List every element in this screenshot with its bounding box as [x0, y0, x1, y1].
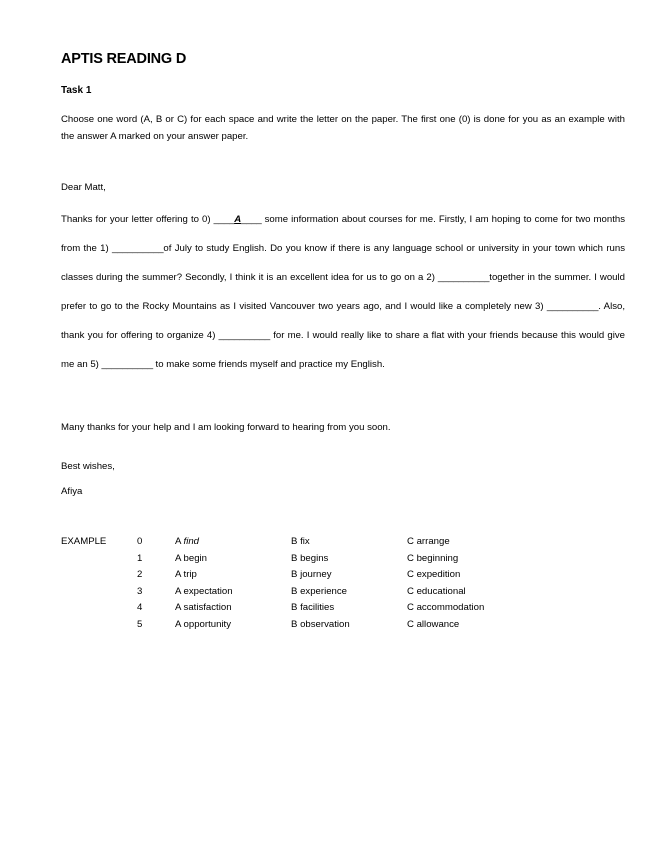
option-c: C beginning: [407, 552, 459, 564]
question-number: 3: [137, 585, 143, 597]
page-title: APTIS READING D: [61, 51, 187, 67]
example-label: EXAMPLE: [61, 536, 107, 547]
letter-text-5: for me. I would really like to share a flat with your friends because this would give me an 5): [61, 330, 626, 370]
gap-1-blank: __________: [112, 243, 164, 254]
row-label: [61, 619, 137, 636]
option-b: B observation: [291, 618, 350, 630]
gap-5-blank: __________: [101, 359, 153, 370]
option-b: B begins: [291, 552, 329, 564]
letter-text-4: . Also, thank you for offering to organize 4): [61, 301, 625, 341]
option-a: A opportunity: [175, 618, 232, 630]
option-b: B journey: [291, 569, 332, 581]
option-c: C arrange: [407, 536, 450, 547]
option-a: [175, 536, 291, 553]
letter-text-3: together in the summer. I would prefer to go to the Rocky Mountains as I visited Vancouver two years ago, and I would like a completely new 3): [61, 272, 625, 312]
gap-0-line-left: ____: [213, 214, 235, 225]
row-label: [61, 586, 137, 603]
letter-text-0: Thanks for your letter offering to 0): [61, 214, 214, 225]
option-c: C expedition: [407, 569, 461, 581]
option-a: A begin: [175, 552, 208, 564]
option-a: A expectation: [175, 585, 233, 597]
row-label: [61, 569, 137, 586]
instructions-paragraph: Choose one word (A, B or C) for each space and write the letter on the paper. The first one (0) is done for you as an example with the answer A marked on your answer paper.: [61, 114, 625, 142]
letter-text-2: of July to study English. Do you know if there is any language school or university in your town which runs classes during the summer? Secondly, I think it is an excellent idea for us to go on a 2): [61, 243, 625, 283]
question-number: 1: [137, 552, 143, 564]
gap-4-blank: __________: [218, 330, 270, 341]
options-row-5: [61, 619, 527, 636]
options-row-0: [61, 536, 527, 553]
question-number: 0: [137, 536, 143, 547]
option-c: C accommodation: [407, 602, 485, 614]
gap-0-line-right: ____: [240, 214, 262, 225]
letter-sign-off: Best wishes,: [61, 461, 115, 472]
option-a: A trip: [175, 569, 197, 581]
option-a-word: find: [183, 536, 200, 547]
task-heading: Task 1: [61, 85, 92, 96]
row-label: [61, 553, 137, 570]
gap-0-blank: [214, 214, 262, 225]
options-row-2: [61, 569, 527, 586]
options-row-4: [61, 602, 527, 619]
option-b: B experience: [291, 585, 347, 597]
letter-text-6: to make some friends myself and practice my English.: [152, 359, 385, 370]
gap-0-example-answer: A: [234, 214, 241, 225]
letter-greeting: Dear Matt,: [61, 182, 106, 193]
question-number: 4: [137, 602, 143, 614]
letter-body: [61, 205, 625, 379]
question-number: 5: [137, 618, 143, 630]
row-label: [61, 602, 137, 619]
letter-signature: Afiya: [61, 486, 83, 497]
option-b: B facilities: [291, 602, 335, 614]
question-number: 2: [137, 569, 143, 581]
option-a-letter: A: [175, 536, 181, 547]
letter-text-1: some information about courses for me. Firstly, I am hoping to come for two months from the 1): [61, 214, 625, 254]
gap-2-blank: __________: [437, 272, 490, 283]
letter-closing: Many thanks for your help and I am looking forward to hearing from you soon.: [61, 422, 391, 433]
option-a: A satisfaction: [175, 602, 232, 614]
option-c: C educational: [407, 585, 466, 597]
options-row-1: [61, 553, 527, 570]
answer-options-table: [61, 536, 527, 636]
gap-3-blank: __________: [546, 301, 599, 312]
option-b: B fix: [291, 536, 310, 547]
option-c: C allowance: [407, 618, 460, 630]
options-row-3: [61, 586, 527, 603]
